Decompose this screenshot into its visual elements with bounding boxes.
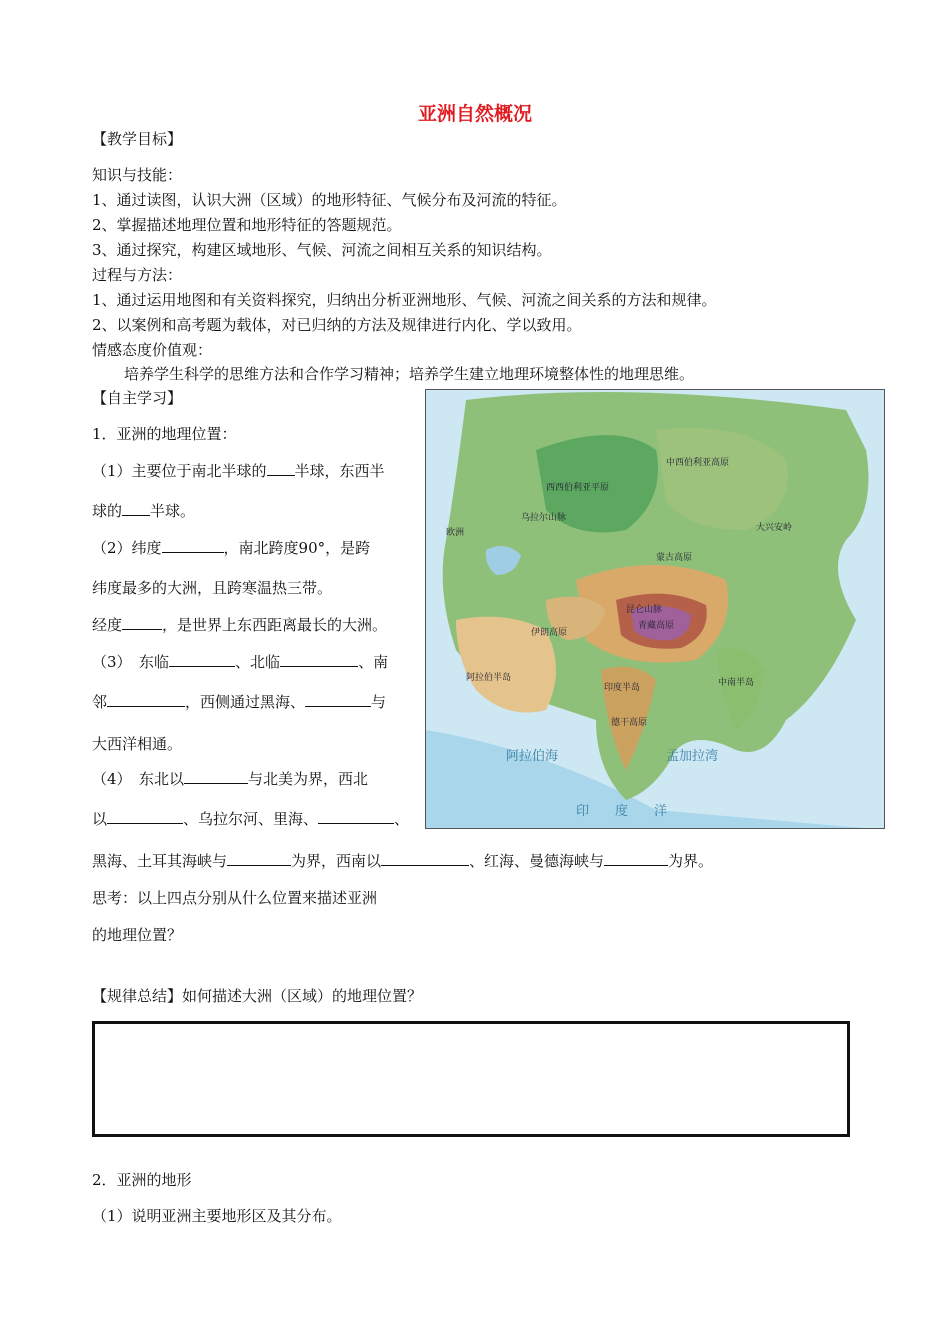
map-label: 印 度 洋 <box>576 804 668 819</box>
q1-2-line-c: 经度 ，是世界上东西距离最长的大洲。 <box>92 616 388 634</box>
q1-4-line-c: 黑海、土耳其海峡与 为界，西南以 、红海、曼德海峡与 为界。 <box>92 852 714 870</box>
map-label: 昆仑山脉 <box>626 605 663 615</box>
knowledge-item-3: 3、通过探究，构建区域地形、气候、河流之间相互关系的知识结构。 <box>92 241 552 259</box>
answer-blank[interactable] <box>604 850 668 866</box>
map-label: 德干高原 <box>611 718 648 728</box>
section2-title: 2．亚洲的地形 <box>92 1171 192 1189</box>
attitude-item-1: 培养学生科学的思维方法和合作学习精神；培养学生建立地理环境整体性的地理思维。 <box>124 365 695 383</box>
map-label: 西西伯利亚平原 <box>546 483 610 493</box>
answer-blank[interactable] <box>122 500 150 516</box>
q1-4-line-b: 以 、乌拉尔河、里海、 、 <box>92 810 410 828</box>
map-graphic <box>426 390 885 829</box>
goals-header: 【教学目标】 <box>92 130 183 148</box>
map-label: 大兴安岭 <box>756 523 793 533</box>
answer-blank[interactable] <box>318 808 394 824</box>
map-label: 伊朗高原 <box>531 628 568 638</box>
map-label: 中南半岛 <box>718 678 755 688</box>
asia-physical-map <box>425 389 885 829</box>
map-label: 蒙古高原 <box>656 553 693 563</box>
q1-2-line-b: 纬度最多的大洲，且跨寒温热三带。 <box>92 579 333 597</box>
q1-1-line-b: 球的 半球。 <box>92 502 196 520</box>
q1-3-line-a: （3） 东临 、北临 、南 <box>92 653 389 671</box>
knowledge-item-2: 2、掌握描述地理位置和地形特征的答题规范。 <box>92 216 402 234</box>
answer-blank[interactable] <box>267 460 295 476</box>
answer-blank[interactable] <box>305 691 371 707</box>
q1-title: 1．亚洲的地理位置： <box>92 425 237 443</box>
answer-blank[interactable] <box>381 850 469 866</box>
process-item-2: 2、以案例和高考题为载体，对已归纳的方法及规律进行内化、学以致用。 <box>92 316 582 334</box>
answer-blank[interactable] <box>107 808 183 824</box>
answer-blank[interactable] <box>107 691 185 707</box>
q1-4-line-a: （4） 东北以 与北美为界，西北 <box>92 770 369 788</box>
summary-answer-box[interactable] <box>92 1021 850 1137</box>
q1-2-line-a: （2）纬度 ，南北跨度90°，是跨 <box>92 539 371 557</box>
knowledge-item-1: 1、通过读图，认识大洲（区域）的地形特征、气候分布及河流的特征。 <box>92 191 567 209</box>
map-label: 中西伯利亚高原 <box>666 458 730 468</box>
q1-1-line-a: （1）主要位于南北半球的 半球，东西半 <box>92 462 385 480</box>
map-label: 欧洲 <box>446 528 465 538</box>
map-label: 青藏高原 <box>638 621 675 631</box>
page-title: 亚洲自然概况 <box>417 103 532 125</box>
answer-blank[interactable] <box>184 768 248 784</box>
process-title: 过程与方法： <box>92 266 183 284</box>
process-item-1: 1、通过运用地图和有关资料探究，归纳出分析亚洲地形、气候、河流之间关系的方法和规律。 <box>92 291 717 309</box>
knowledge-title: 知识与技能： <box>92 166 183 184</box>
attitude-title: 情感态度价值观： <box>92 341 213 359</box>
map-label: 印度半岛 <box>604 683 641 693</box>
think-line-a: 思考：以上四点分别从什么位置来描述亚洲 <box>92 889 378 907</box>
map-label: 孟加拉湾 <box>666 749 719 764</box>
summary-label: 【规律总结】如何描述大洲（区域）的地理位置？ <box>92 987 423 1005</box>
section2-q1: （1）说明亚洲主要地形区及其分布。 <box>92 1207 342 1225</box>
map-label: 阿拉伯半岛 <box>466 673 512 683</box>
answer-blank[interactable] <box>169 651 235 667</box>
map-label: 乌拉尔山脉 <box>521 513 567 523</box>
q1-3-line-b: 邻 ，西侧通过黑海、 与 <box>92 693 387 711</box>
q1-3-line-c: 大西洋相通。 <box>92 735 183 753</box>
self-study-header: 【自主学习】 <box>92 389 183 407</box>
answer-blank[interactable] <box>280 651 358 667</box>
map-label: 阿拉伯海 <box>506 749 559 764</box>
answer-blank[interactable] <box>227 850 291 866</box>
answer-blank[interactable] <box>122 614 162 630</box>
answer-blank[interactable] <box>162 537 224 553</box>
think-line-b: 的地理位置？ <box>92 926 183 944</box>
